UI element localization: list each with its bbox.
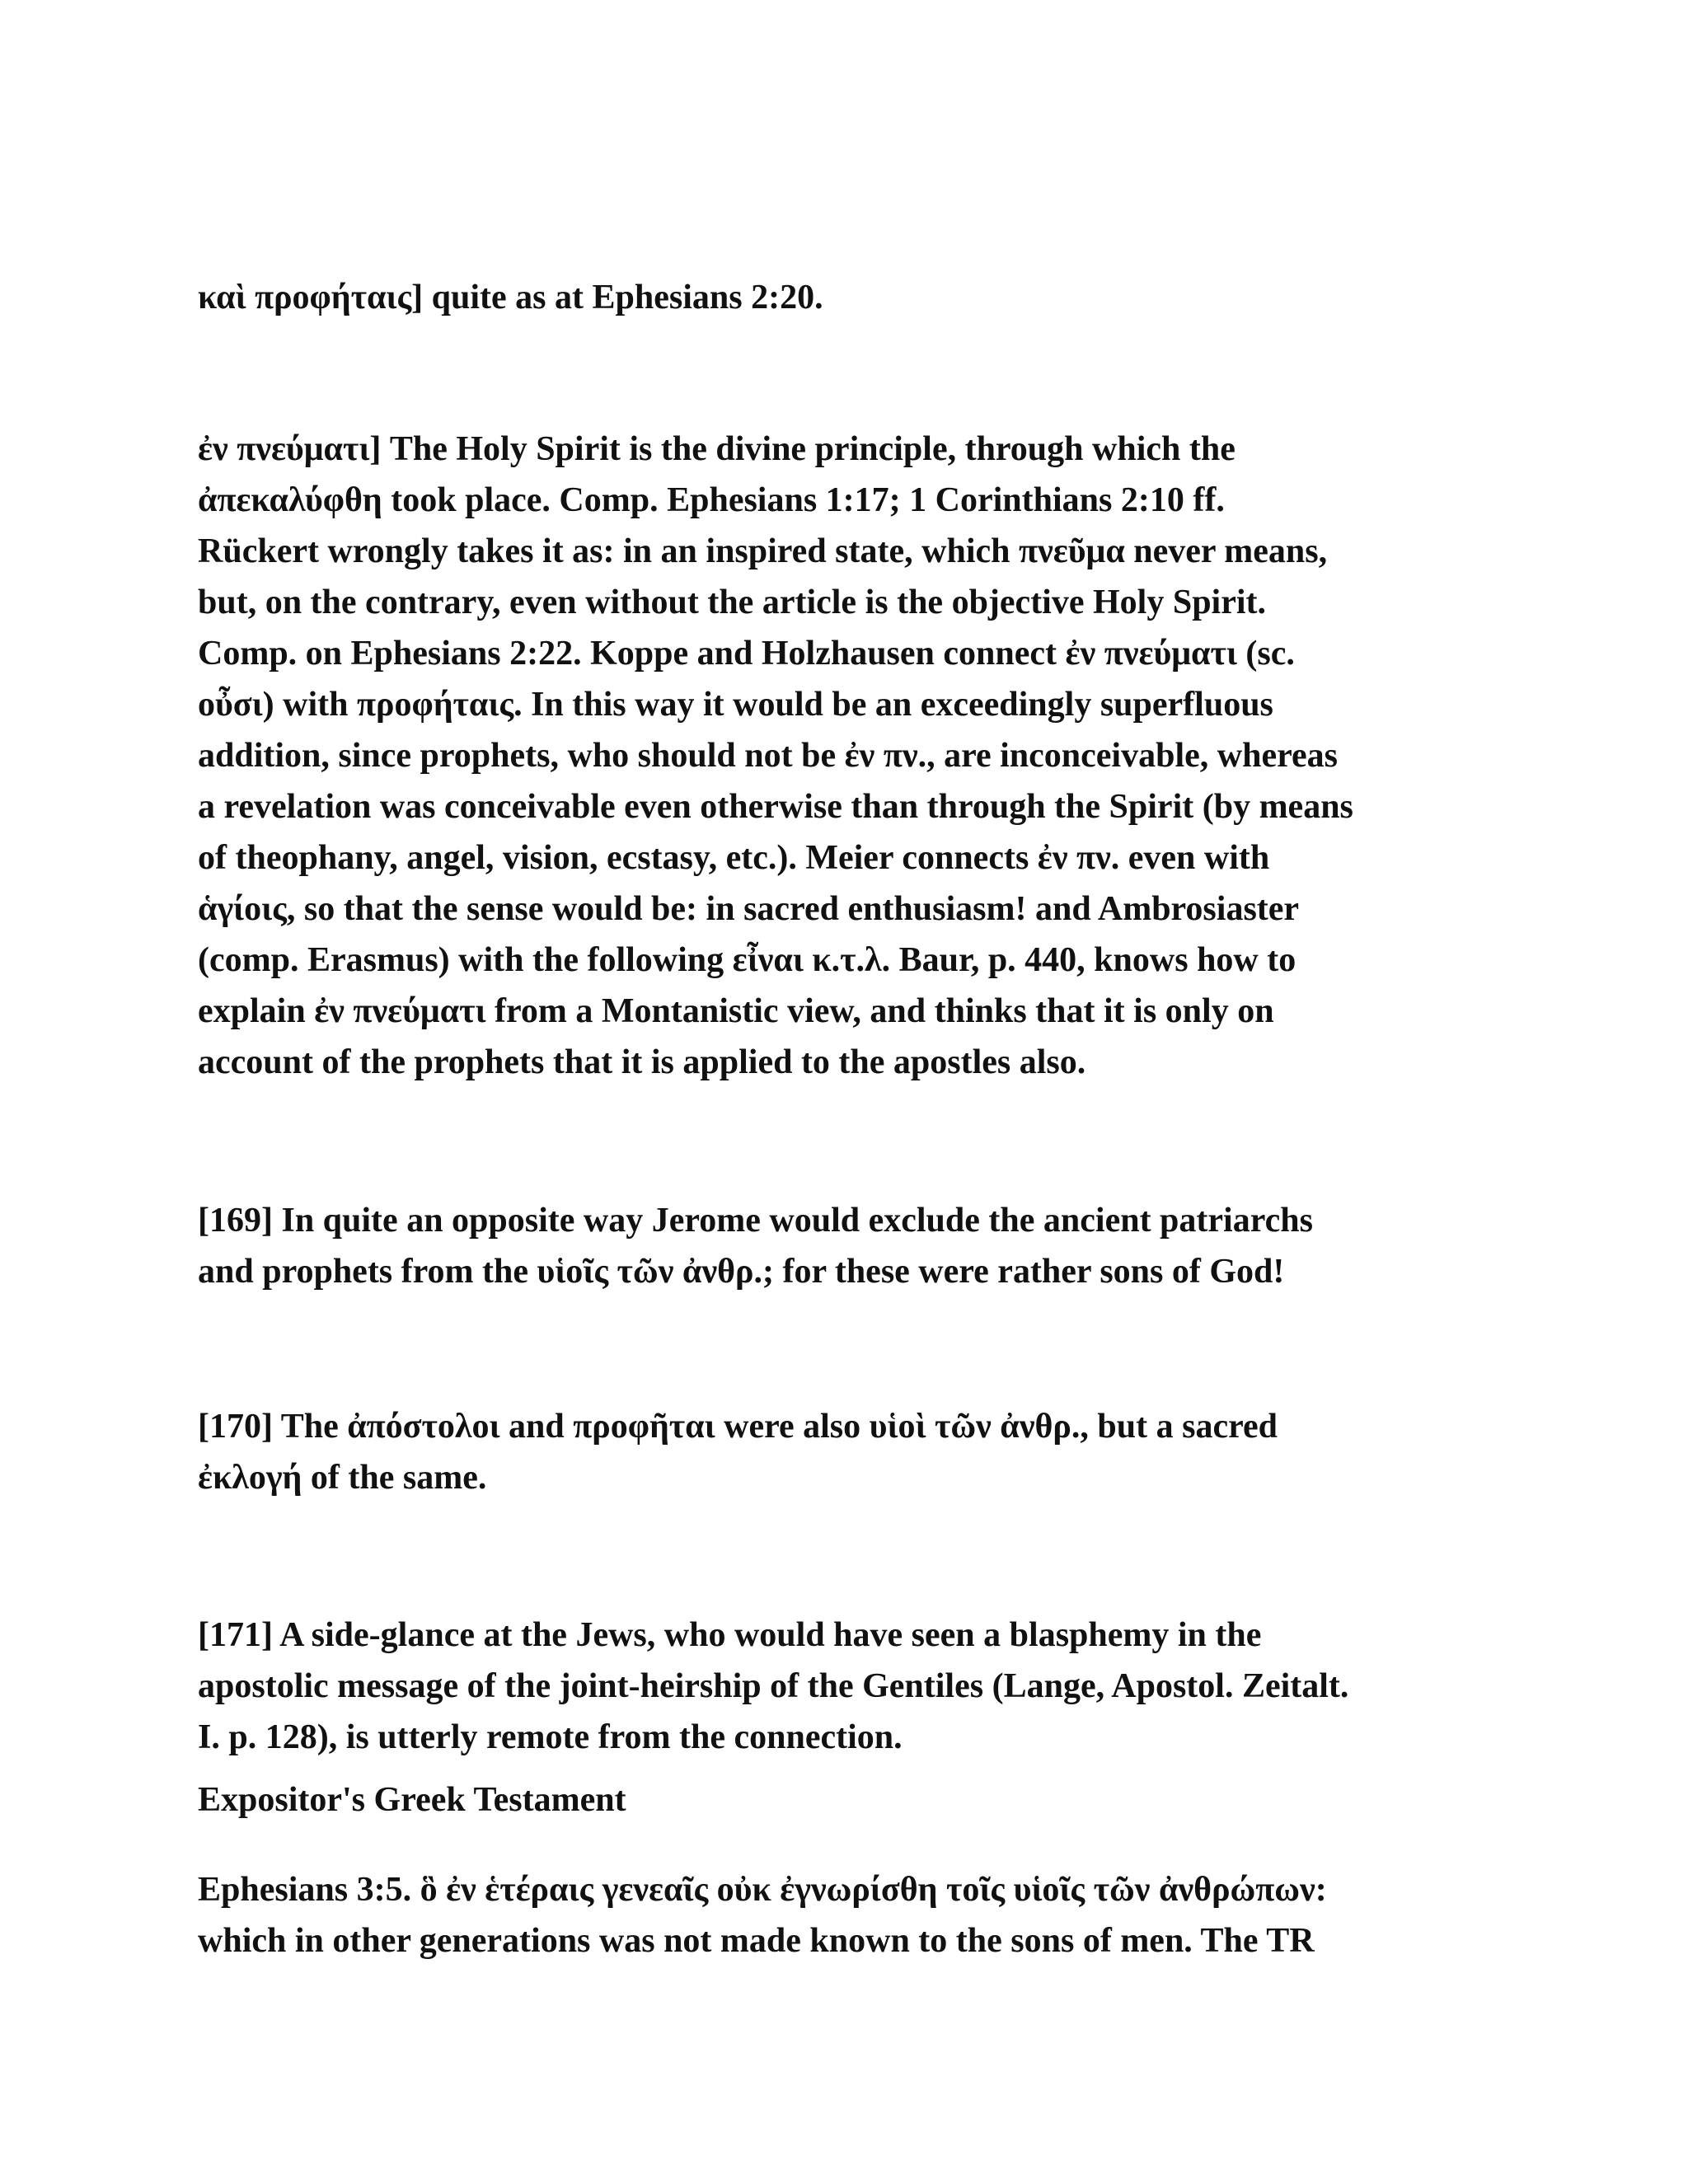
text-line: apostolic message of the joint-heirship of the Gentiles (Lange, Apostol. Zeitalt. [198,1667,1349,1705]
section-heading [198,1774,1500,1825]
text-line: καὶ προφήταις] quite as at Ephesians 2:20. [198,279,823,316]
text-line: I. p. 128), is utterly remote from the connection. [198,1718,903,1756]
text-line: addition, since prophets, who should not be ἐν πν., are inconceivable, whereas [198,737,1338,775]
footnote-170 [198,1401,1500,1503]
text-line: ἐκλογή of the same. [198,1459,487,1497]
paragraph-holy-spirit-note [198,424,1500,1088]
text-line: which in other generations was not made known to the sons of men. The TR [198,1922,1315,1960]
text-line: of theophany, angel, vision, ecstasy, etc.). Meier connects ἐν πν. even with [198,839,1270,877]
text-line: ἀπεκαλύφθη took place. Comp. Ephesians 1:17; 1 Corinthians 2:10 ff. [198,481,1225,519]
text-line: Expositor's Greek Testament [198,1781,626,1819]
text-line: a revelation was conceivable even otherwise than through the Spirit (by means [198,788,1353,826]
text-line: account of the prophets that it is applied to the apostles also. [198,1043,1086,1081]
text-line: οὖσι) with προφήταις. In this way it would be an exceedingly superfluous [198,686,1273,724]
footnote-171 [198,1610,1500,1763]
footnote-169 [198,1195,1500,1297]
text-line: [169] In quite an opposite way Jerome would exclude the ancient patriarchs [198,1202,1313,1240]
text-line: ἁγίοις, so that the sense would be: in sacred enthusiasm! and Ambrosiaster [198,890,1300,928]
text-line: Ephesians 3:5. ὃ ἐν ἑτέραις γενεαῖς οὐκ ἐγνωρίσθη τοῖς υἱοῖς τῶν ἀνθρώπων: [198,1871,1327,1909]
paragraph-ephesians-3-5 [198,1864,1500,1966]
text-line: (comp. Erasmus) with the following εἶναι κ.τ.λ. Baur, p. 440, knows how to [198,941,1296,979]
text-line: but, on the contrary, even without the article is the objective Holy Spirit. [198,583,1267,621]
text-line: and prophets from the υἱοῖς τῶν ἀνθρ.; for these were rather sons of God! [198,1253,1285,1291]
text-line: Comp. on Ephesians 2:22. Koppe and Holzhausen connect ἐν πνεύματι (sc. [198,635,1295,673]
paragraph-prophets-note [198,272,1500,323]
text-line: [171] A side-glance at the Jews, who would have seen a blasphemy in the [198,1616,1262,1654]
text-line: [170] The ἀπόστολοι and προφῆται were also υἱοὶ τῶν ἀνθρ., but a sacred [198,1408,1278,1446]
text-line: Rückert wrongly takes it as: in an inspired state, which πνεῦμα never means, [198,532,1328,570]
text-line: explain ἐν πνεύματι from a Montanistic view, and thinks that it is only on [198,992,1274,1030]
text-line: ἐν πνεύματι] The Holy Spirit is the divine principle, through which the [198,430,1236,468]
